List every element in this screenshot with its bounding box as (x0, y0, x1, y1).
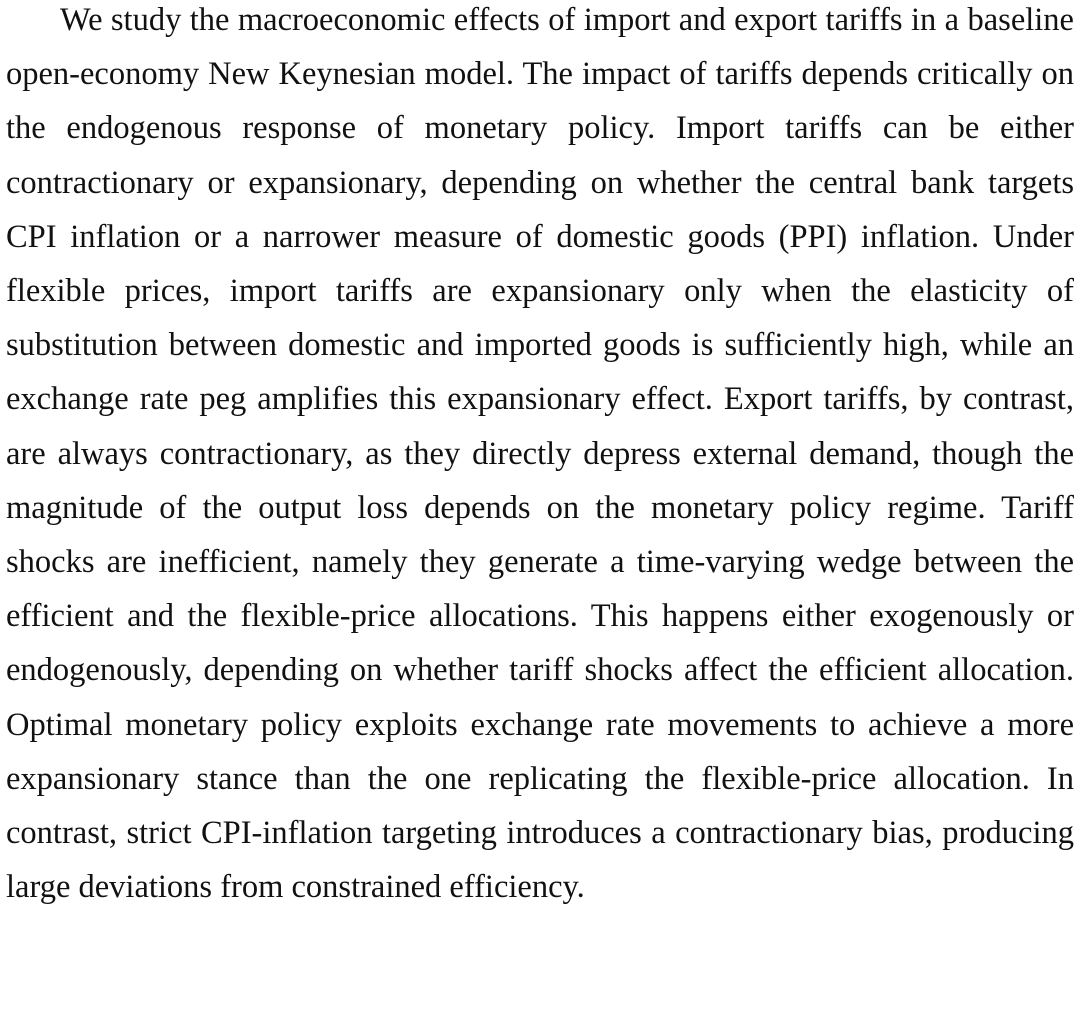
abstract-paragraph: We study the macroeconomic effects of import and export tariffs in a baseline open-economy New Keynesian model. The impact of tariffs depends critically on the endogenous response of monetary policy. Import tariffs can be either contractionary or expansionary, depending on whether the central bank targets CPI inflation or a narrower measure of domestic goods (PPI) inflation. Under flexible prices, import tariffs are expansionary only when the elasticity of substitution between domestic and imported goods is sufficiently high, while an exchange rate peg amplifies this expansionary effect. Export tariffs, by contrast, are always contractionary, as they directly depress external demand, though the magnitude of the output loss depends on the monetary policy regime. Tariff shocks are inefficient, namely they generate a time-varying wedge between the efficient and the flexible-price allocations. This happens either exogenously or endogenously, depending on whether tariff shocks affect the efficient allocation. Optimal monetary policy exploits exchange rate movements to achieve a more expansionary stance than the one replicating the flexible-price allocation. In contrast, strict CPI-inflation targeting introduces a contractionary bias, producing large deviations from constrained efficiency. (6, 2, 1074, 906)
